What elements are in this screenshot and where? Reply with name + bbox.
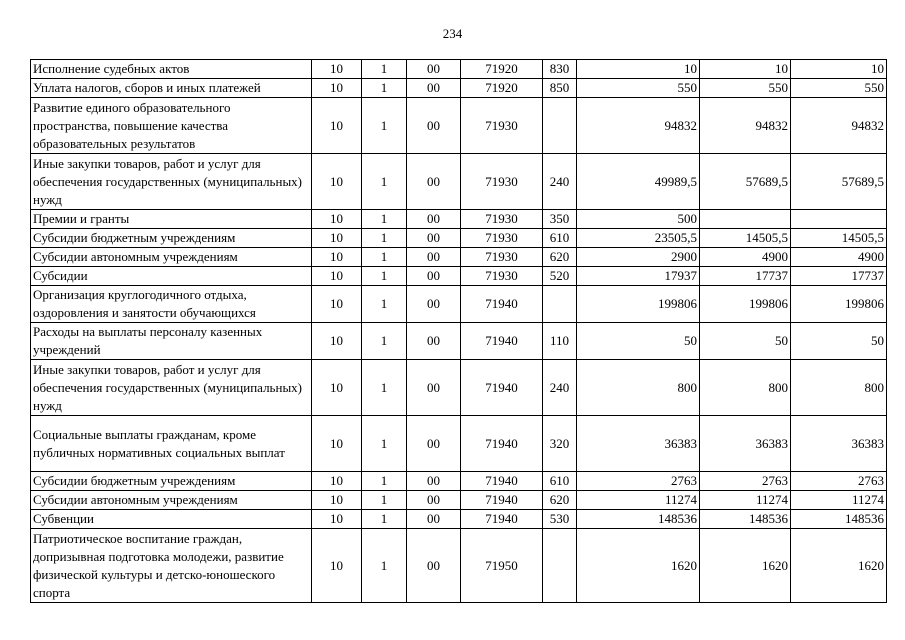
cell-amount-3: 17737 (791, 267, 887, 286)
cell-section: 10 (312, 491, 362, 510)
cell-expense-type: 240 (543, 154, 577, 210)
cell-name: Исполнение судебных актов (31, 60, 312, 79)
cell-amount-3: 10 (791, 60, 887, 79)
cell-name: Иные закупки товаров, работ и услуг для обеспечения государственных (муниципальных) нужд (31, 360, 312, 416)
cell-section: 10 (312, 472, 362, 491)
cell-amount-1: 2763 (577, 472, 700, 491)
cell-expense-type: 610 (543, 472, 577, 491)
table-row (31, 323, 887, 360)
cell-subsection: 1 (362, 267, 407, 286)
table-row (31, 510, 887, 529)
cell-amount-2: 50 (700, 323, 791, 360)
cell-target-article: 71930 (461, 267, 543, 286)
cell-amount-2: 550 (700, 79, 791, 98)
cell-section: 10 (312, 229, 362, 248)
cell-program: 00 (407, 416, 461, 472)
cell-amount-3: 148536 (791, 510, 887, 529)
cell-amount-1: 2900 (577, 248, 700, 267)
cell-section: 10 (312, 60, 362, 79)
cell-program: 00 (407, 98, 461, 154)
cell-program: 00 (407, 79, 461, 98)
cell-name: Субсидии бюджетным учреждениям (31, 472, 312, 491)
cell-section: 10 (312, 416, 362, 472)
cell-name: Развитие единого образовательного пространства, повышение качества образовательных результатов (31, 98, 312, 154)
cell-name: Иные закупки товаров, работ и услуг для обеспечения государственных (муниципальных) нужд (31, 154, 312, 210)
cell-name: Субсидии бюджетным учреждениям (31, 229, 312, 248)
cell-program: 00 (407, 472, 461, 491)
cell-amount-1: 49989,5 (577, 154, 700, 210)
table-row (31, 79, 887, 98)
cell-section: 10 (312, 98, 362, 154)
cell-expense-type: 620 (543, 491, 577, 510)
cell-program: 00 (407, 360, 461, 416)
cell-subsection: 1 (362, 510, 407, 529)
cell-amount-3: 1620 (791, 529, 887, 603)
table-row (31, 491, 887, 510)
cell-amount-3: 2763 (791, 472, 887, 491)
cell-program: 00 (407, 267, 461, 286)
cell-amount-1: 800 (577, 360, 700, 416)
cell-amount-1: 10 (577, 60, 700, 79)
cell-subsection: 1 (362, 248, 407, 267)
cell-program: 00 (407, 248, 461, 267)
cell-amount-1: 500 (577, 210, 700, 229)
cell-name: Расходы на выплаты персоналу казенных учреждений (31, 323, 312, 360)
cell-name: Социальные выплаты гражданам, кроме публичных нормативных социальных выплат (31, 416, 312, 472)
page-number: 234 (442, 26, 463, 41)
cell-expense-type: 620 (543, 248, 577, 267)
cell-target-article: 71930 (461, 229, 543, 248)
cell-amount-3: 36383 (791, 416, 887, 472)
cell-amount-1: 199806 (577, 286, 700, 323)
cell-program: 00 (407, 60, 461, 79)
cell-target-article: 71930 (461, 154, 543, 210)
cell-section: 10 (312, 360, 362, 416)
cell-amount-3: 50 (791, 323, 887, 360)
table-row (31, 210, 887, 229)
cell-amount-3: 11274 (791, 491, 887, 510)
cell-target-article: 71930 (461, 210, 543, 229)
table-row (31, 229, 887, 248)
cell-amount-2: 94832 (700, 98, 791, 154)
cell-amount-1: 550 (577, 79, 700, 98)
cell-amount-2: 148536 (700, 510, 791, 529)
cell-subsection: 1 (362, 210, 407, 229)
cell-target-article: 71930 (461, 248, 543, 267)
table-row (31, 529, 887, 603)
table-row (31, 286, 887, 323)
cell-target-article: 71940 (461, 360, 543, 416)
cell-expense-type: 350 (543, 210, 577, 229)
table-row (31, 360, 887, 416)
cell-subsection: 1 (362, 323, 407, 360)
cell-amount-3 (791, 210, 887, 229)
cell-program: 00 (407, 210, 461, 229)
cell-amount-2: 57689,5 (700, 154, 791, 210)
cell-amount-2: 17737 (700, 267, 791, 286)
cell-name: Субсидии (31, 267, 312, 286)
cell-expense-type (543, 286, 577, 323)
cell-amount-2: 14505,5 (700, 229, 791, 248)
cell-amount-1: 11274 (577, 491, 700, 510)
cell-subsection: 1 (362, 60, 407, 79)
cell-subsection: 1 (362, 416, 407, 472)
cell-subsection: 1 (362, 79, 407, 98)
cell-expense-type: 520 (543, 267, 577, 286)
cell-expense-type: 110 (543, 323, 577, 360)
cell-expense-type: 830 (543, 60, 577, 79)
budget-table (30, 59, 887, 603)
cell-expense-type: 610 (543, 229, 577, 248)
cell-amount-3: 550 (791, 79, 887, 98)
cell-section: 10 (312, 154, 362, 210)
table-row (31, 154, 887, 210)
cell-program: 00 (407, 491, 461, 510)
cell-expense-type (543, 529, 577, 603)
cell-section: 10 (312, 529, 362, 603)
cell-amount-3: 800 (791, 360, 887, 416)
cell-program: 00 (407, 286, 461, 323)
cell-subsection: 1 (362, 98, 407, 154)
cell-name: Патриотическое воспитание граждан, допризывная подготовка молодежи, развитие физической культуры и детско-юношеского спорта (31, 529, 312, 603)
cell-amount-1: 17937 (577, 267, 700, 286)
cell-amount-2: 800 (700, 360, 791, 416)
cell-subsection: 1 (362, 360, 407, 416)
cell-target-article: 71940 (461, 472, 543, 491)
cell-amount-3: 57689,5 (791, 154, 887, 210)
cell-program: 00 (407, 323, 461, 360)
cell-expense-type: 850 (543, 79, 577, 98)
cell-amount-1: 50 (577, 323, 700, 360)
cell-target-article: 71950 (461, 529, 543, 603)
cell-name: Организация круглогодичного отдыха, оздоровления и занятости обучающихся (31, 286, 312, 323)
cell-amount-2: 4900 (700, 248, 791, 267)
cell-amount-1: 94832 (577, 98, 700, 154)
table-row (31, 267, 887, 286)
cell-amount-2: 11274 (700, 491, 791, 510)
cell-expense-type: 530 (543, 510, 577, 529)
cell-target-article: 71940 (461, 323, 543, 360)
cell-amount-3: 199806 (791, 286, 887, 323)
cell-target-article: 71940 (461, 416, 543, 472)
cell-name: Субвенции (31, 510, 312, 529)
cell-target-article: 71920 (461, 60, 543, 79)
cell-amount-1: 23505,5 (577, 229, 700, 248)
cell-subsection: 1 (362, 229, 407, 248)
cell-target-article: 71930 (461, 98, 543, 154)
cell-amount-3: 14505,5 (791, 229, 887, 248)
cell-section: 10 (312, 248, 362, 267)
cell-subsection: 1 (362, 491, 407, 510)
cell-section: 10 (312, 267, 362, 286)
cell-amount-3: 94832 (791, 98, 887, 154)
cell-amount-2: 10 (700, 60, 791, 79)
cell-subsection: 1 (362, 472, 407, 491)
cell-program: 00 (407, 154, 461, 210)
cell-amount-2: 36383 (700, 416, 791, 472)
table-body (31, 60, 887, 603)
cell-name: Премии и гранты (31, 210, 312, 229)
cell-amount-1: 36383 (577, 416, 700, 472)
cell-subsection: 1 (362, 286, 407, 323)
cell-expense-type: 320 (543, 416, 577, 472)
table-row (31, 416, 887, 472)
cell-subsection: 1 (362, 529, 407, 603)
cell-expense-type: 240 (543, 360, 577, 416)
table-row (31, 472, 887, 491)
cell-amount-1: 1620 (577, 529, 700, 603)
cell-amount-3: 4900 (791, 248, 887, 267)
cell-program: 00 (407, 229, 461, 248)
cell-amount-2: 199806 (700, 286, 791, 323)
cell-amount-2: 2763 (700, 472, 791, 491)
cell-section: 10 (312, 286, 362, 323)
cell-amount-1: 148536 (577, 510, 700, 529)
cell-section: 10 (312, 79, 362, 98)
cell-target-article: 71920 (461, 79, 543, 98)
cell-target-article: 71940 (461, 491, 543, 510)
cell-section: 10 (312, 210, 362, 229)
cell-program: 00 (407, 529, 461, 603)
cell-name: Субсидии автономным учреждениям (31, 248, 312, 267)
cell-target-article: 71940 (461, 510, 543, 529)
table-row (31, 60, 887, 79)
cell-target-article: 71940 (461, 286, 543, 323)
cell-subsection: 1 (362, 154, 407, 210)
cell-section: 10 (312, 323, 362, 360)
cell-name: Уплата налогов, сборов и иных платежей (31, 79, 312, 98)
cell-amount-2: 1620 (700, 529, 791, 603)
cell-expense-type (543, 98, 577, 154)
cell-program: 00 (407, 510, 461, 529)
cell-name: Субсидии автономным учреждениям (31, 491, 312, 510)
cell-amount-2 (700, 210, 791, 229)
cell-section: 10 (312, 510, 362, 529)
table-row (31, 248, 887, 267)
table-row (31, 98, 887, 154)
